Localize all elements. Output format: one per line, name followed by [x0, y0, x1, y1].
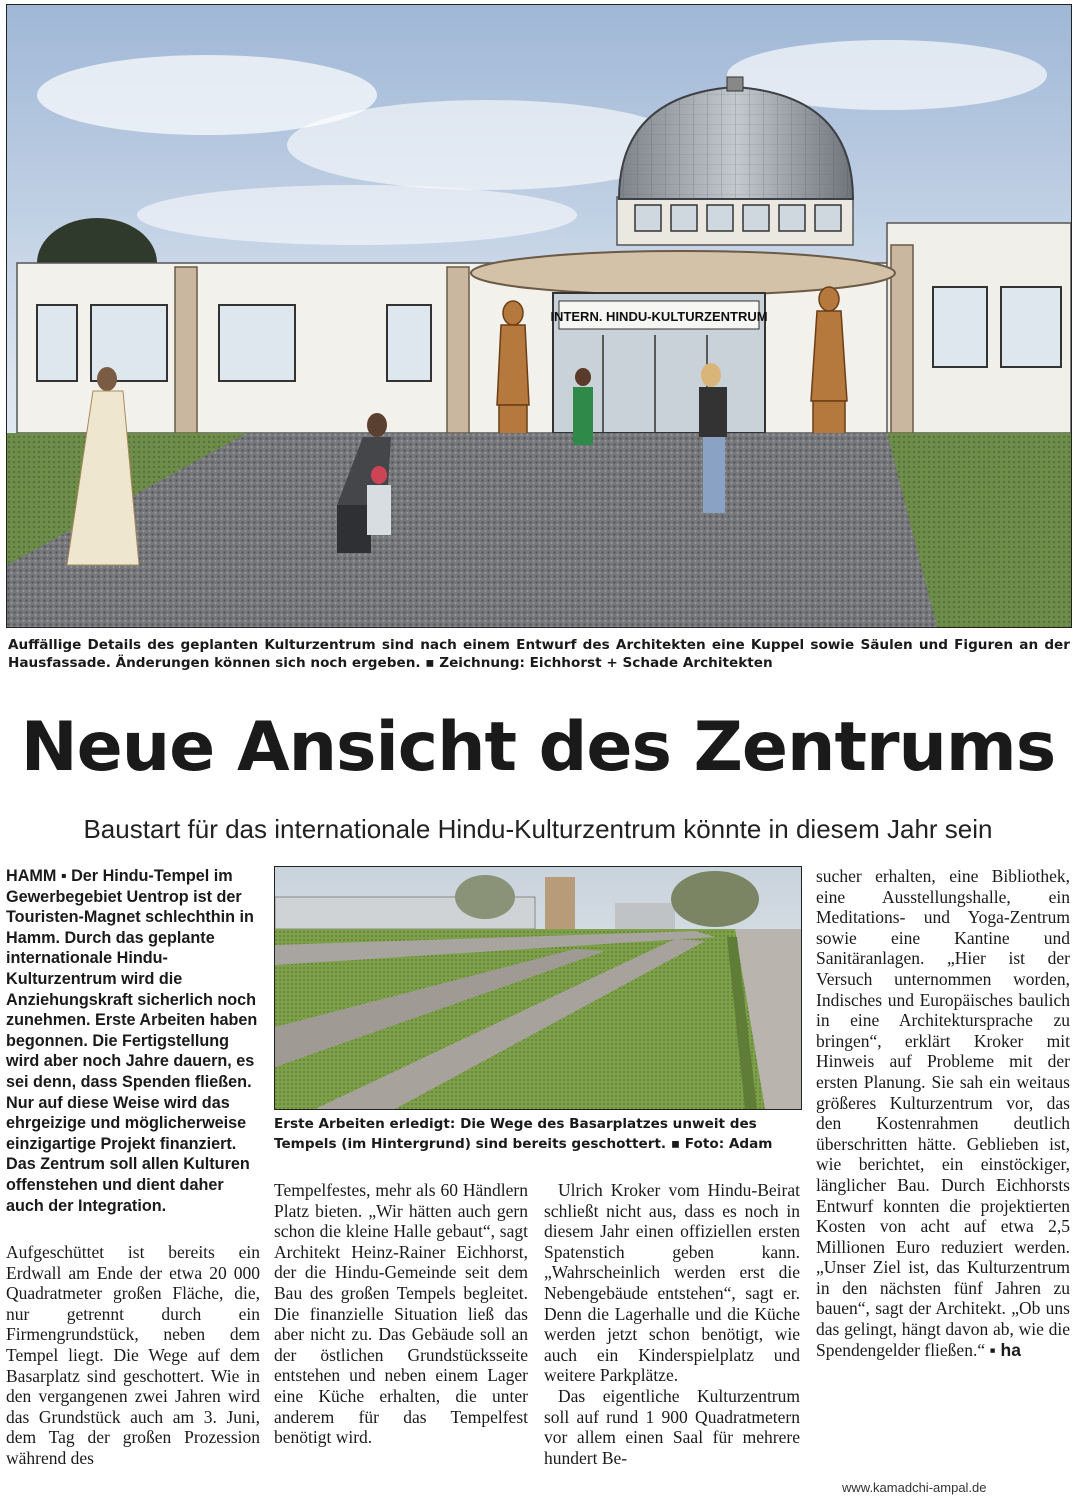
- website-footer: www.kamadchi-ampal.de: [842, 1480, 987, 1495]
- temple-tower: [545, 877, 575, 931]
- hero-illustration: [6, 4, 1072, 628]
- lead-paragraph: HAMM ▪ Der Hindu-Tempel im Gewerbegebiet Uentrop ist der Touristen-Magnet schlechthin in Hamm. Durch das geplante internationale Hindu-Kulturzentrum wird die Anziehungskraft sicherlich noch zunehmen. Erste Arbeiten haben begonnen. Die Fertigstellung wird aber noch Jahre dauern, es sei denn, dass Spenden fließen. Nur auf diese Weise wird das ehrgeizige und möglicherweise einzigartige Projekt finanziert. Das Zentrum soll allen Kulturen offenstehen und dient daher auch der Integration.: [6, 867, 258, 1215]
- headline: Neue Ansicht des Zentrums: [20, 708, 1056, 787]
- column-1-body: Aufgeschüttet ist bereits ein Erdwall am Ende der etwa 20 000 Quadratmeter großen Fläche, die, nur getrennt durch ein Firmengrundstück, neben dem Tempel liegt. Die Wege auf dem Basarplatz sind geschottert. Wie in den vergangenen zwei Jahren wird das Grundstück auch am 3. Juni, dem Tag der großen Prozession während des: [6, 1242, 260, 1468]
- column-3-paragraph-1: Ulrich Kroker vom Hindu-Beirat schließt nicht aus, dass es noch in diesem Jahr einen offiziellen ersten Spatenstich geben kann. „Wahrscheinlich werden erst die Nebengebäude entstehen“, sagt er. Denn die Lagerhalle und die Küche werden jetzt schon benötigt, wie auch ein Kinderspielplatz und weitere Parkplätze.: [544, 1180, 800, 1386]
- column-3-body: [544, 1180, 800, 1468]
- building-drawing: [7, 5, 1071, 627]
- column-3-paragraph-2: Das eigentliche Kulturzentrum soll auf rund 1 900 Quadratmetern vor allem einen Saal für mehrere hundert Be-: [544, 1385, 800, 1468]
- column-4-body: [816, 866, 1070, 1360]
- photo-caption: Erste Arbeiten erledigt: Die Wege des Basarplatzes unweit des Tempels (im Hintergrund) sind bereits geschottert. ▪ Foto: Adam: [274, 1116, 773, 1152]
- entrance-sign: INTERN. HINDU-KULTURZENTRUM: [550, 309, 768, 324]
- bazaar-photo: [274, 866, 802, 1110]
- subhead: Baustart für das internationale Hindu-Kulturzentrum könnte in diesem Jahr sein: [83, 814, 993, 844]
- bazaar-photo-image: [275, 867, 801, 1109]
- column-4-text: sucher erhalten, eine Bibliothek, eine Ausstellungshalle, ein Meditations- und Yoga-Zentrum sowie eine Kantine und Sanitäranlagen. „Hier ist der Versuch unternommen worden, Indisches und Europäisches baulich in eine Architektursprache zu bringen“, erklärt Kroker mit Hinweis auf Probleme mit der ersten Planung. Sie sah ein weitaus größeres Kulturzentrum vor, das den Kostenrahmen deutlich überschritten hätte. Geblieben ist, wie berichtet, ein einstöckiger, länglicher Bau. Durch Eichhorsts Entwurf konnten die projektierten Kosten von acht auf etwa 2,5 Millionen Euro reduziert werden. „Unser Ziel ist, das Kulturzentrum in den nächsten fünf Jahren zu bauen“, sagt der Architekt. „Ob uns das gelingt, hängt davon ab, wie die Spendengelder fließen.“: [816, 866, 1070, 1360]
- author-signature: ▪ ha: [989, 1339, 1021, 1360]
- hero-caption: Auffällige Details des geplanten Kulturzentrum sind nach einem Entwurf des Architekten eine Kuppel sowie Säulen und Figuren an der Hausfassade. Änderungen können sich noch ergeben. ▪ Zeichnung: Eichhorst + Schade Architekten: [8, 637, 1070, 672]
- column-2-body: Tempelfestes, mehr als 60 Händlern Platz bieten. „Wir hätten auch gern schon die kleine Halle gebaut“, sagt Architekt Heinz-Rainer Eichhorst, der die Hindu-Gemeinde seit dem Bau des großen Tempels begleitet. Die finanzielle Situation ließ das aber nicht zu. Das Gebäude soll an der östlichen Grundstücksseite entstehen und neben einem Lager eine Küche erhalten, die unter anderem für das Tempelfest benötigt wird.: [274, 1180, 528, 1448]
